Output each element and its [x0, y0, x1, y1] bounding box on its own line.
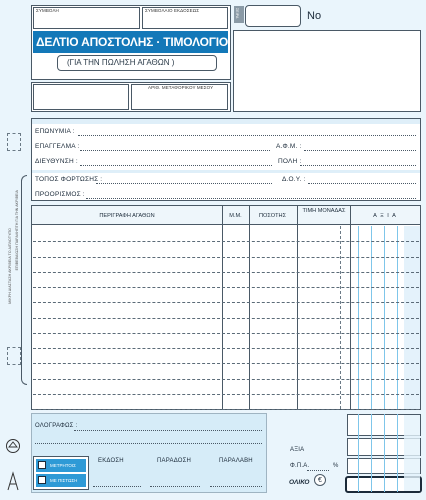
customer-profession-field[interactable]: [80, 150, 270, 151]
customer-name-field[interactable]: [78, 135, 416, 136]
table-row[interactable]: [33, 348, 419, 349]
margin-mark-bottom: [7, 347, 21, 365]
customer-afm-label: Α.Φ.Μ. :: [276, 143, 302, 150]
loading-place-field[interactable]: [96, 183, 272, 184]
edition-label: ΣΥΜΒΟΛΑΙΟ ΕΚΔΟΣΕΩΣ: [145, 8, 200, 13]
number-stamp-box: [233, 30, 421, 112]
customer-address-field[interactable]: [80, 165, 272, 166]
customer-city-label: ΠΟΛΗ :: [278, 158, 302, 165]
totals-cents-band: [404, 415, 420, 491]
number-label: No: [307, 10, 322, 22]
side-note-1: ΜΙΚΡΗ ΔΙΑΣΤΑΣΗ ΑΚΡΙΒΕΙΑ ΤΟ ΔΙΠΛΟΤΥΠΟ: [8, 228, 12, 304]
delivery-signature-field[interactable]: [150, 486, 200, 487]
cash-checkbox[interactable]: [38, 461, 46, 469]
destination-label: ΠΡΟΟΡΙΣΜΟΣ :: [35, 191, 85, 198]
customer-divider-band: [32, 170, 420, 173]
credit-label: ΜΕ ΠΙΣΤΩΣΗ: [50, 478, 78, 483]
totals-guide-line: [371, 414, 372, 492]
table-row[interactable]: [33, 379, 419, 380]
in-words-field[interactable]: [74, 430, 262, 431]
customer-profession-label: ΕΠΑΓΓΕΛΜΑ :: [35, 143, 80, 150]
totals-guide-line: [358, 414, 359, 492]
receipt-label: ΠΑΡΑΛΑΒΗ: [219, 458, 253, 464]
table-row[interactable]: [33, 363, 419, 364]
issuer-extra-field[interactable]: [33, 84, 129, 110]
vat-label: Φ.Π.Α.: [290, 463, 310, 469]
table-row[interactable]: [33, 318, 419, 319]
symbol-label: ΣΥΜΒΟΛΗ: [36, 8, 59, 13]
col-description-header: ΠΕΡΙΓΡΑΦΗ ΑΓΑΘΩΝ: [99, 213, 155, 219]
table-row[interactable]: [33, 333, 419, 334]
col-price-header: ΤΙΜΗ ΜΟΝΑΔΑΣ: [302, 208, 346, 214]
customer-city-field[interactable]: [300, 165, 416, 166]
issue-label: ΕΚΔΟΣΗ: [98, 458, 124, 464]
series-tag-label: ΣΕΙΡΑ: [235, 8, 239, 19]
col-quantity-header: ΠΟΣΟΤΗΣ: [258, 213, 287, 219]
table-row[interactable]: [33, 409, 419, 410]
totals-guide-line: [397, 414, 398, 492]
total-label: ΟΛΙΚΟ: [289, 479, 310, 486]
receipt-signature-field[interactable]: [210, 486, 262, 487]
table-row[interactable]: [33, 272, 419, 273]
customer-name-label: ΕΠΩΝΥΜΙΑ :: [35, 128, 75, 135]
recycle-icon: [5, 438, 21, 454]
loading-place-label: ΤΟΠΟΣ ΦΟΡΤΩΣΗΣ :: [35, 176, 103, 183]
margin-mark-top: [7, 133, 21, 151]
col-value-header: Α Ξ Ι Α: [373, 213, 397, 219]
bottom-corner-icon: [5, 470, 21, 492]
cash-label: ΜΕΤΡΗΤΟΙΣ: [50, 463, 76, 468]
customer-doy-label: Δ.Ο.Υ. :: [282, 176, 306, 183]
net-value-label: ΑΞΙΑ: [290, 447, 305, 453]
customer-doy-field[interactable]: [308, 183, 416, 184]
customer-top-band: [32, 119, 420, 124]
col-unit-header: Μ.Μ.: [229, 213, 242, 219]
in-words-label: ΟΛΟΓΡΑΦΩΣ :: [35, 423, 78, 429]
vat-rate-field[interactable]: [307, 470, 329, 471]
table-row[interactable]: [33, 287, 419, 288]
destination-field[interactable]: [86, 198, 416, 199]
side-bracket: [21, 175, 27, 385]
series-field[interactable]: [245, 5, 301, 27]
in-words-field-2[interactable]: [35, 443, 262, 444]
table-row[interactable]: [33, 394, 419, 395]
customer-afm-field[interactable]: [304, 150, 416, 151]
delivery-label: ΠΑΡΑΔΟΣΗ: [157, 458, 192, 464]
issue-signature-field[interactable]: [93, 486, 141, 487]
page-title: ΔΕΛΤΙΟ ΑΠΟΣΤΟΛΗΣ · ΤΙΜΟΛΟΓΙΟ: [36, 35, 229, 49]
customer-address-label: ΔΙΕΥΘΥΝΣΗ :: [35, 158, 78, 165]
credit-checkbox[interactable]: [38, 476, 46, 484]
side-note-2: ΕΠΙΒΕΒΑΙΩΣΗ ΠΑΡΑΛΗΠΤΗ ΓΙΑ ΤΗΝ ΑΚΡΙΒΕΙΑ: [15, 190, 19, 271]
table-row[interactable]: [33, 241, 419, 242]
table-row[interactable]: [33, 257, 419, 258]
vehicle-number-label: ΑΡΙΘ. ΜΕΤΑΦΟΡΙΚΟΥ ΜΕΣΟΥ: [148, 85, 214, 90]
vat-percent-sign: %: [333, 463, 339, 469]
totals-guide-line: [384, 414, 385, 492]
customer-section: [31, 118, 421, 201]
currency-symbol: €: [314, 474, 326, 486]
page-subtitle: (ΓΙΑ ΤΗΝ ΠΩΛΗΣΗ ΑΓΑΘΩΝ ): [67, 58, 175, 67]
table-row[interactable]: [33, 302, 419, 303]
